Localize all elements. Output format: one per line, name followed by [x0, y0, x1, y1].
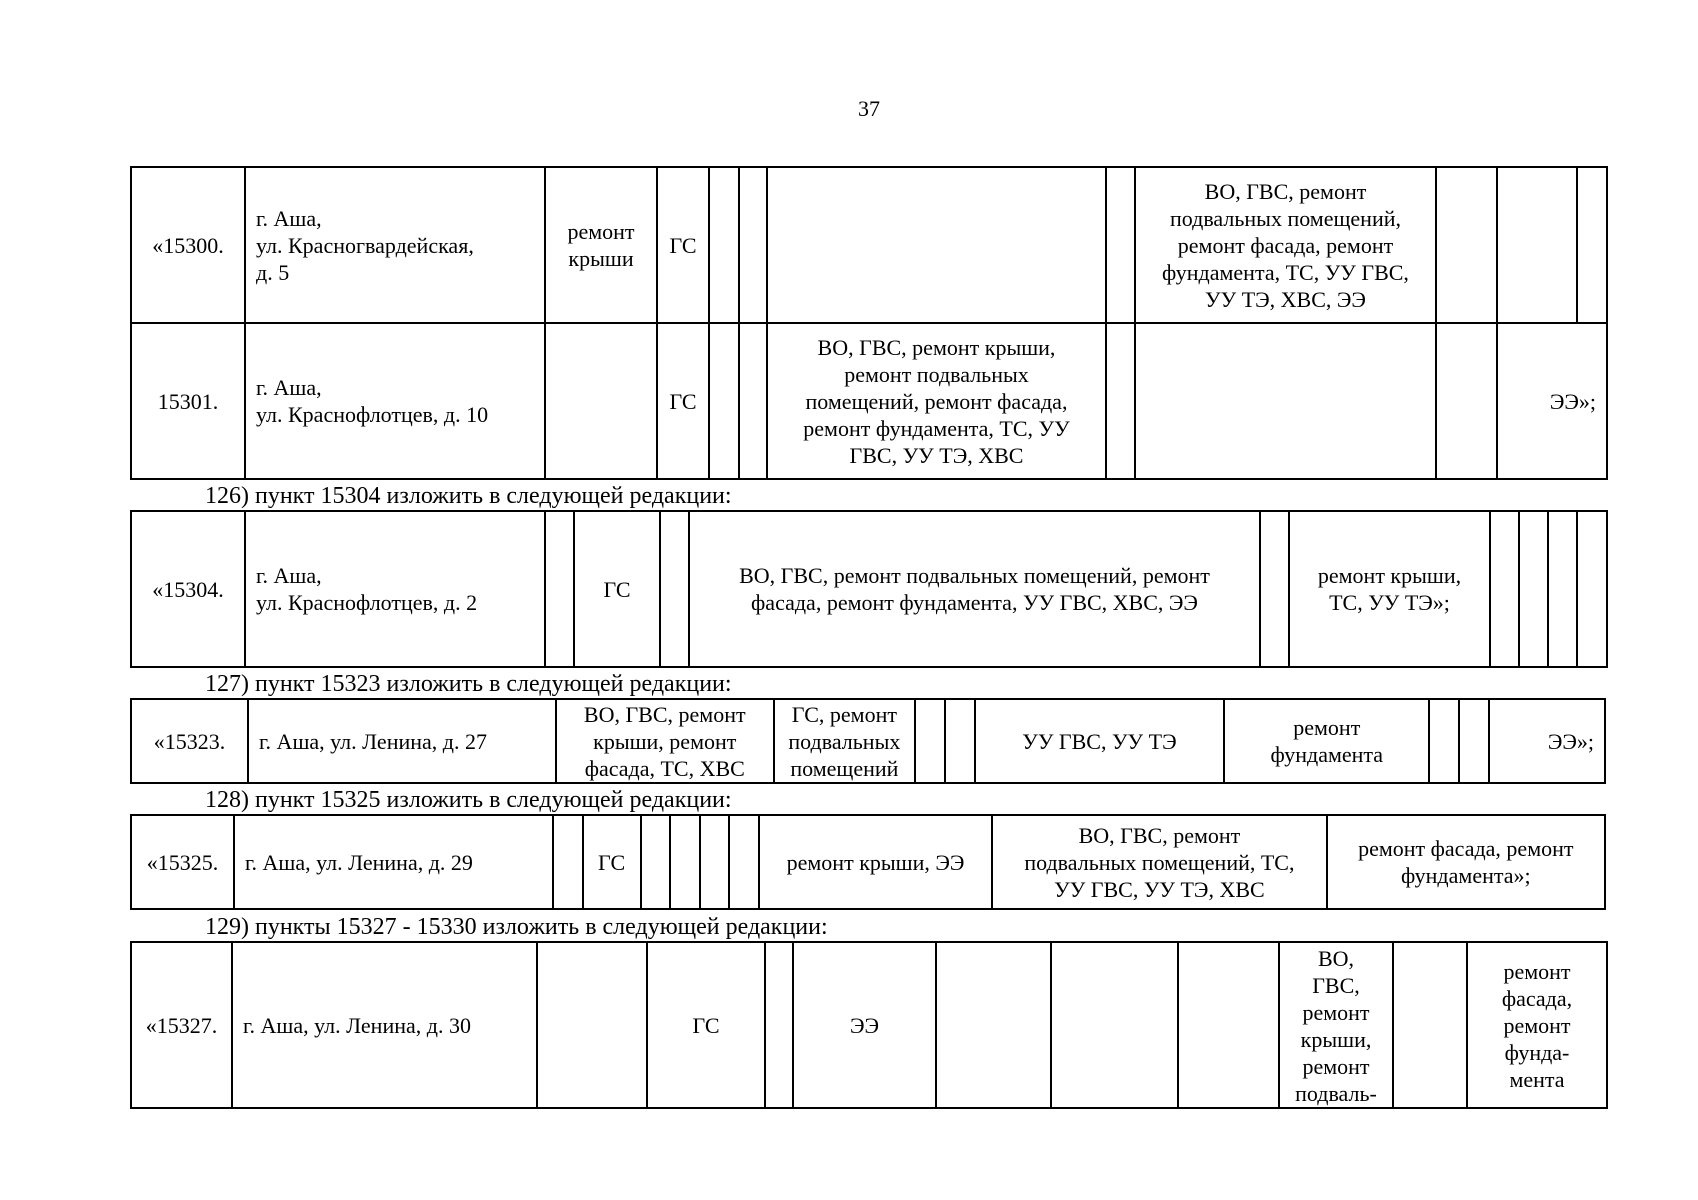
table-items-15300-15301 — [130, 166, 1608, 480]
empty-cell — [641, 815, 671, 909]
table-row — [131, 167, 1607, 323]
address-cell: г. Аша, ул. Краснофлотцев, д. 2 — [245, 511, 545, 667]
cell-col4: ГС, ремонт подвальных помещений — [774, 699, 916, 783]
address-cell: г. Аша, ул. Красногвардейская, д. 5 — [245, 167, 545, 323]
empty-cell — [660, 511, 689, 667]
table-row — [131, 815, 1605, 909]
cell-col7: УУ ГВС, УУ ТЭ — [975, 699, 1224, 783]
row-number: «15323. — [131, 699, 248, 783]
cell-col7: ВО, ГВС, ремонт крыши, ремонт подвальных помещений, ремонт фасада, ремонт фундамента, ТС, УУ ГВС, УУ ТЭ, ХВС — [767, 323, 1106, 479]
address-cell: г. Аша, ул. Ленина, д. 29 — [234, 815, 553, 909]
empty-cell — [1577, 511, 1607, 667]
address-cell: г. Аша, ул. Краснофлотцев, д. 10 — [245, 323, 545, 479]
empty-cell — [765, 942, 793, 1108]
empty-cell — [1436, 167, 1497, 323]
empty-cell — [1106, 323, 1135, 479]
empty-cell — [1260, 511, 1289, 667]
table-item-15323 — [130, 698, 1606, 784]
empty-cell — [1106, 167, 1135, 323]
empty-cell — [936, 942, 1051, 1108]
cell-col9 — [1135, 323, 1436, 479]
heading-129: 129) пункты 15327 - 15330 изложить в следующей редакции: — [205, 914, 828, 940]
empty-cell — [945, 699, 975, 783]
empty-cell — [1519, 511, 1548, 667]
cell-col7 — [767, 167, 1106, 323]
cell-col12: ремонт фасада, ремонт фунда- мента — [1467, 942, 1607, 1108]
cell-col10: ВО, ГВС, ремонт подвальных помещений, ТС, УУ ГВС, УУ ТЭ, ХВС — [992, 815, 1326, 909]
table-item-15327 — [130, 941, 1608, 1109]
table-row — [131, 323, 1607, 479]
empty-cell — [915, 699, 945, 783]
table-item-15304 — [130, 510, 1608, 668]
empty-cell — [553, 815, 583, 909]
cell-col11: ЭЭ»; — [1489, 699, 1605, 783]
table-item-15325 — [130, 814, 1606, 910]
empty-cell — [1436, 323, 1497, 479]
heading-127: 127) пункт 15323 изложить в следующей редакции: — [205, 671, 732, 697]
empty-cell — [739, 323, 767, 479]
cell-col9: ремонт крыши, ЭЭ — [759, 815, 992, 909]
cell-col8: ремонт крыши, ТС, УУ ТЭ»; — [1289, 511, 1490, 667]
cell-col3: ремонт крыши — [545, 167, 657, 323]
empty-cell — [1490, 511, 1519, 667]
cell-col11: ЭЭ»; — [1497, 323, 1607, 479]
address-cell: г. Аша, ул. Ленина, д. 27 — [248, 699, 556, 783]
cell-col9: ВО, ГВС, ремонт подвальных помещений, ремонт фасада, ремонт фундамента, ТС, УУ ГВС, УУ ТЭ, ХВС, ЭЭ — [1135, 167, 1436, 323]
cell-col6: ВО, ГВС, ремонт подвальных помещений, ремонт фасада, ремонт фундамента, УУ ГВС, ХВС, ЭЭ — [689, 511, 1260, 667]
heading-128: 128) пункт 15325 изложить в следующей редакции: — [205, 787, 732, 813]
cell-col3 — [545, 323, 657, 479]
empty-cell — [1548, 511, 1577, 667]
cell-col3: ВО, ГВС, ремонт крыши, ремонт фасада, ТС, ХВС — [556, 699, 774, 783]
empty-cell — [1178, 942, 1279, 1108]
table-row — [131, 511, 1607, 667]
empty-cell — [700, 815, 730, 909]
cell-col4: ГС — [647, 942, 765, 1108]
empty-cell — [1577, 167, 1607, 323]
empty-cell — [670, 815, 700, 909]
empty-cell — [545, 511, 574, 667]
table-row — [131, 699, 1605, 783]
page-number: 37 — [858, 96, 880, 121]
empty-cell — [739, 167, 767, 323]
empty-cell — [1393, 942, 1467, 1108]
empty-cell — [729, 815, 759, 909]
heading-126: 126) пункт 15304 изложить в следующей редакции: — [205, 483, 732, 509]
table-row — [131, 942, 1607, 1108]
row-number: 15301. — [131, 323, 245, 479]
cell-col11 — [1497, 167, 1577, 323]
empty-cell — [709, 167, 739, 323]
row-number: «15300. — [131, 167, 245, 323]
cell-col4: ГС — [657, 323, 709, 479]
empty-cell — [1051, 942, 1178, 1108]
empty-cell — [1429, 699, 1459, 783]
cell-col4: ГС — [583, 815, 641, 909]
cell-col6: ЭЭ — [793, 942, 936, 1108]
address-cell: г. Аша, ул. Ленина, д. 30 — [232, 942, 537, 1108]
cell-col4: ГС — [574, 511, 660, 667]
cell-col11: ремонт фасада, ремонт фундамента»; — [1327, 815, 1605, 909]
cell-col10: ВО, ГВС, ремонт крыши, ремонт подваль- — [1279, 942, 1393, 1108]
cell-col4: ГС — [657, 167, 709, 323]
empty-cell — [709, 323, 739, 479]
row-number: «15325. — [131, 815, 234, 909]
empty-cell — [1459, 699, 1489, 783]
cell-col8: ремонт фундамента — [1224, 699, 1429, 783]
row-number: «15304. — [131, 511, 245, 667]
row-number: «15327. — [131, 942, 232, 1108]
empty-cell — [537, 942, 647, 1108]
